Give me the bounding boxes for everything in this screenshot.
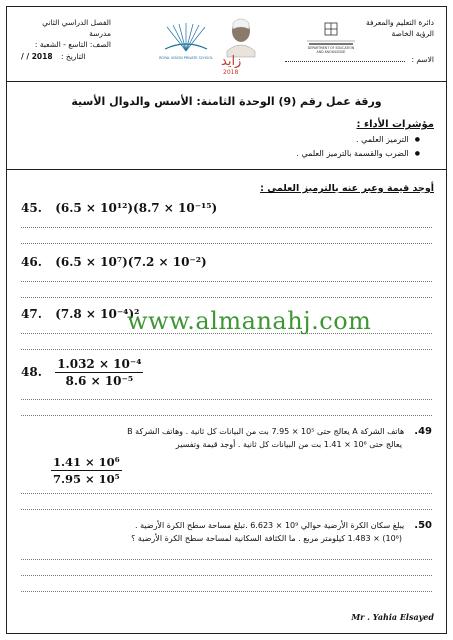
name-line: [285, 55, 434, 64]
question-50-line-1: يبلغ سكان الكرة الأرضية حوالي 10⁹ × 6.623 .تبلغ مساحة سطح الكرة الأرضية .: [134, 521, 405, 530]
answer-line[interactable]: [21, 559, 432, 560]
question-50-text: [21, 519, 432, 545]
school-logo-text: ROYAL VISION PRIVATE SCHOOL: [159, 56, 213, 60]
date-label: التاريخ :: [60, 52, 86, 61]
question-47: [21, 307, 139, 321]
question-45: [21, 201, 217, 215]
header-right: [366, 17, 434, 39]
header-left: [21, 17, 111, 50]
answer-line[interactable]: [21, 349, 432, 350]
school-label: الرؤية الخاصة: [391, 29, 434, 38]
question-46: [21, 255, 207, 269]
indicators-heading: مؤشرات الأداء :: [356, 119, 434, 130]
header-divider: [7, 81, 446, 82]
education-department-logo-text: DEPARTMENT OF EDUCATION AND KNOWLEDGE: [307, 46, 355, 54]
education-department-logo: [305, 21, 357, 57]
question-expression: (6.5 × 10¹²)(8.7 × 10⁻¹⁵): [55, 201, 218, 215]
question-49-text: [21, 425, 432, 451]
question-number: 46.: [21, 255, 42, 269]
semester-label: الفصل الدراسي الثاني مدرسة: [42, 18, 111, 38]
date-value: 2018 / /: [21, 52, 53, 61]
zayed-wordmark: زايد: [221, 54, 242, 69]
answer-line[interactable]: [21, 493, 432, 494]
answer-line[interactable]: [21, 227, 432, 228]
section-divider: [7, 169, 446, 170]
fraction-denominator: 7.95 × 10⁵: [53, 472, 120, 486]
answer-line[interactable]: [21, 243, 432, 244]
question-number: 47.: [21, 307, 42, 321]
question-number: 50.: [414, 520, 432, 531]
question-number: 45.: [21, 201, 42, 215]
fraction-numerator: 1.41 × 10⁶: [53, 455, 120, 469]
fraction-denominator: 8.6 × 10⁻⁵: [65, 374, 134, 388]
answer-line[interactable]: [21, 297, 432, 298]
question-number: 49.: [414, 426, 432, 437]
question-49-line-1: هاتف الشركة A يعالج حتى 10⁵ × 7.95 بت من البيانات كل ثانية . وهاتف الشركة B: [127, 427, 405, 436]
answer-line[interactable]: [21, 281, 432, 282]
zayed-year: 2018: [223, 69, 239, 76]
indicator-item: ● الترميز العلمي .: [356, 135, 420, 144]
indicator-item: ● الضرب والقسمة بالترميز العلمي .: [296, 149, 420, 158]
name-blank[interactable]: [285, 61, 405, 62]
answer-line[interactable]: [21, 415, 432, 416]
department-label: دائرة التعليم والمعرفة: [365, 18, 434, 27]
question-expression: (7.8 × 10⁻⁴)²: [55, 307, 140, 321]
zayed-year-logo: [219, 17, 263, 77]
ratio-fraction: [51, 455, 122, 486]
question-48: [21, 357, 143, 388]
answer-line[interactable]: [21, 399, 432, 400]
question-number: 48.: [21, 365, 42, 379]
question-49-fraction: [51, 455, 122, 486]
website-watermark: www.almanahj.com: [127, 307, 372, 335]
school-logo: [157, 21, 215, 67]
answer-line[interactable]: [21, 591, 432, 592]
question-expression: (6.5 × 10⁷)(7.2 × 10⁻²): [55, 255, 207, 269]
date-line: [21, 52, 85, 61]
section-heading: أوجد قيمة وعبر عنه بالترميز العلمي :: [260, 183, 434, 194]
question-50-line-2: (10⁸) × 1.483 كيلومتر مربع . ما الكثافة السكانية لمساحة سطح الكرة الأرضية ؟: [131, 534, 402, 543]
author-signature: Mr . Yahia Elsayed: [351, 612, 434, 622]
grade-label: الصف: التاسع - الشعبة :: [34, 40, 111, 49]
worksheet-page: [6, 6, 447, 634]
fraction-numerator: 1.032 × 10⁻⁴: [57, 357, 142, 371]
worksheet-title: ورقة عمل رقم (9) الوحدة الثامنة: الأسس والدوال الأسية: [71, 95, 382, 108]
name-label: الاسم :: [411, 55, 434, 64]
question-49-line-2: يعالج حتى 10⁶ × 1.41 بت من البيانات كل ثانية . أوجد قيمة وتفسير: [175, 440, 402, 449]
answer-line[interactable]: [21, 575, 432, 576]
answer-line[interactable]: [21, 509, 432, 510]
question-fraction: [55, 357, 143, 388]
